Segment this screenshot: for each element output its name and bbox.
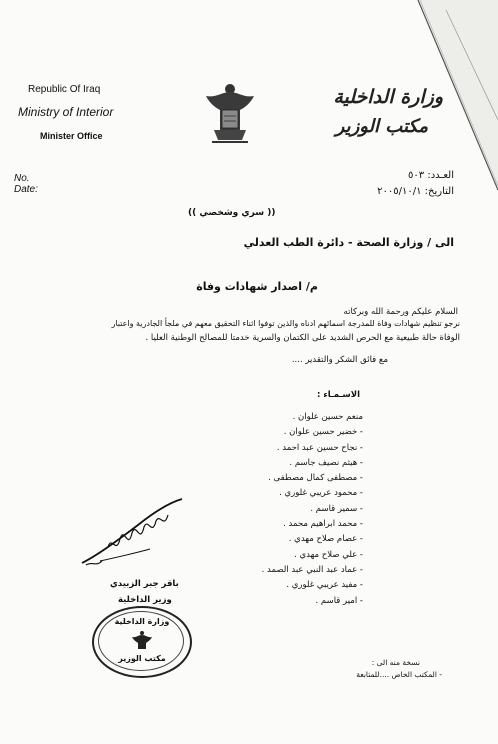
list-item: - مفيد عريبي غلوري . (286, 580, 363, 591)
list-item: - نجاح حسين عبد احمد . (276, 442, 363, 453)
list-item: - هيثم نصيف جاسم . (289, 457, 363, 468)
body-line-2: الوفاة حالة طبيعية مع الحرص الشديد على الكتمان والسرية خدمتا للمصالح الوطنية العليا . (145, 333, 460, 343)
signatory-title: وزير الداخلية (118, 595, 172, 605)
country-label: Republic Of Iraq (28, 84, 101, 95)
list-item: - علي صلاح مهدي . (294, 549, 363, 560)
copy-item: - المكتب الخاص ....للمتابعة (356, 670, 442, 679)
names-heading: الاسـمـاء : (316, 390, 360, 400)
official-stamp (92, 606, 192, 678)
number-field: العـدد: ٥٠٣ (408, 170, 454, 181)
ministry-label: Ministry of Interior (18, 105, 114, 119)
signature-icon (78, 495, 188, 570)
date-field: التاريخ: ٢٠٠٥/١٠/١ (377, 186, 454, 197)
recipient-line: الى / وزارة الصحة - دائرة الطب العدلي (243, 236, 454, 249)
arabic-ministry-heading: وزارة الداخلية (333, 86, 443, 108)
stamp-eagle-icon (132, 630, 152, 652)
body-line-1: نرجو تنظيم شهادات وفاة للمدرجة اسمائهم ادناه والذين توفوا اثناء التحقيق معهم في ملجأ الجادرية واعتبار (111, 319, 460, 328)
copy-label: نسخة منه الى : (371, 658, 420, 667)
list-item: - امير قاسم . (315, 595, 363, 606)
list-item: - سمير قاسم . (310, 503, 363, 514)
arabic-office-heading: مكتب الوزير (335, 116, 428, 137)
names-list (173, 410, 363, 609)
stamp-top-text: وزارة الداخلية (114, 617, 170, 626)
classification-label: (( سري وشخصي )) (188, 208, 276, 218)
stamp-bottom-text: مكتب الوزير (118, 654, 166, 663)
list-item: - عصام صلاح مهدي . (288, 534, 363, 545)
date-label: Date: (14, 184, 38, 195)
no-label: No. (14, 173, 30, 184)
subject-line: م/ اصدار شهادات وفاة (196, 280, 318, 293)
signatory-name: باقر جبر الزبيدي (110, 579, 179, 589)
office-label: Minister Office (40, 131, 103, 141)
greeting-line: السلام عليكم ورحمة الله وبركاته (343, 307, 458, 317)
eagle-emblem-icon (204, 80, 256, 146)
list-item: منعم حسين علوان . (292, 412, 363, 422)
closing-line: مع فائق الشكر والتقدير .... (291, 355, 388, 365)
list-item: - مصطفى كمال مصطفى . (268, 473, 363, 484)
list-item: - محمد ابراهيم محمد . (283, 519, 363, 530)
list-item: - محمود عريبي غلوري . (279, 488, 363, 499)
list-item: - عماد عبد النبي عبد الصمد . (261, 564, 363, 575)
list-item: - خضير حسين علوان . (283, 427, 363, 438)
